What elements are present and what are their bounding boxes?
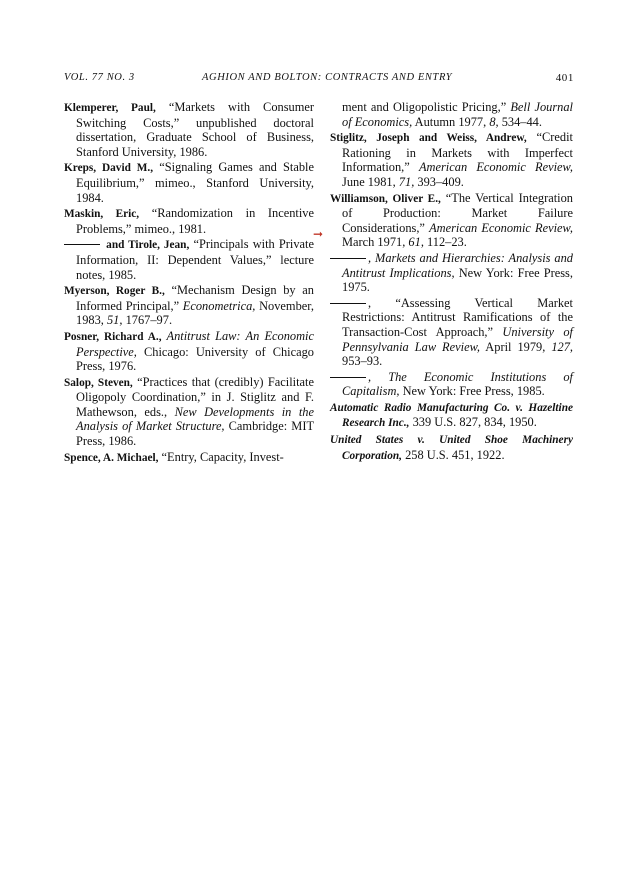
repeat-author-dash [64, 244, 100, 245]
volume-number: 51, [106, 313, 123, 328]
book-title: , Markets and Hierarchies: Analysis and Antitrust Implications, [342, 250, 573, 280]
reference-author: Spence, A. Michael, [64, 451, 159, 464]
reference-entry [330, 130, 573, 189]
reference-entry [64, 237, 314, 282]
volume-number: 61, [408, 235, 424, 250]
reference-text: “Principals with Private Information, II: Dependent Values,” lecture notes, 1985. [76, 237, 314, 282]
reference-text: 393–409. [414, 174, 464, 189]
reference-entry [330, 251, 573, 295]
reference-entry [64, 450, 314, 466]
book-title: Antitrust Law: An Economic Perspective, [76, 328, 314, 359]
reference-entry [64, 100, 314, 159]
reference-text: “Randomization in Incentive Problems,” mimeo., 1981. [76, 206, 315, 236]
reference-text: 953–93. [342, 354, 383, 369]
running-title: AGHION AND BOLTON: CONTRACTS AND ENTRY [202, 72, 453, 83]
page-number: 401 [555, 72, 574, 84]
reference-text: 339 U.S. 827, 834, 1950. [409, 415, 537, 430]
journal-name: University of Pennsylvania Law Review, [342, 324, 573, 354]
references-right-column [330, 100, 573, 464]
reference-entry [64, 283, 314, 328]
reference-entry [330, 296, 573, 369]
reference-entry [330, 191, 573, 250]
reference-text: 258 U.S. 451, 1922. [401, 447, 505, 462]
reference-text: “Signaling Games and Stable Equilibrium,” mimeo., Stanford University, 1984. [76, 160, 314, 205]
reference-text: Autumn 1977, [412, 114, 490, 129]
reference-text: Chicago: University of Chicago Press, 1976. [76, 344, 314, 374]
reference-text: “Credit Rationing in Markets with Imperfect Information,” [342, 130, 573, 175]
reference-text: “Practices that (credibly) Facilitate Oligopoly Coordination,” in J. Stiglitz and F. Mathewson, eds., [76, 374, 314, 419]
reference-author: Williamson, Oliver E., [330, 192, 441, 205]
reference-entry [330, 400, 573, 431]
reference-text: Cambridge: MIT Press, 1986. [76, 419, 315, 449]
journal-name: Bell Journal of Economics, [342, 100, 573, 129]
volume-number: 8, [489, 114, 499, 129]
reference-text: November, 1983, [76, 298, 314, 328]
reference-text: New York: Free Press, 1975. [342, 265, 573, 295]
running-header [64, 72, 574, 88]
reference-entry [64, 329, 314, 374]
reference-text: 112–23. [423, 235, 467, 250]
journal-name: Econometrica, [182, 298, 256, 313]
reference-text: New York: Free Press, 1985. [399, 384, 545, 399]
reference-entry [330, 370, 573, 399]
journal-name: American Economic Review, [418, 160, 573, 175]
book-title: , The Economic Institutions of Capitalism, [342, 369, 573, 399]
reference-author: Stiglitz, Joseph and Weiss, Andrew, [330, 132, 527, 145]
reference-text: “Mechanism Design by an Informed Principal,” [76, 283, 315, 313]
reference-entry [64, 206, 314, 236]
reference-author: Salop, Steven, [64, 376, 133, 389]
reference-text: “Markets with Consumer Switching Costs,” unpublished doctoral dissertation, Graduate School of Business, Stanford University, 1986. [76, 100, 314, 159]
reference-text: March 1971, [342, 235, 409, 250]
repeat-author-dash [330, 377, 366, 378]
book-title: New Developments in the Analysis of Market Structure, [76, 404, 314, 434]
reference-entry [330, 432, 573, 463]
reference-text: June 1981, [342, 174, 399, 189]
reference-entry-continued [330, 100, 573, 129]
reference-text: “The Vertical Integration of Production: Market Failure Considerations,” [342, 190, 574, 235]
volume-info: VOL. 77 NO. 3 [64, 72, 135, 83]
volume-number: 127, [551, 339, 573, 354]
reference-author: Klemperer, Paul, [64, 102, 156, 114]
journal-name: American Economic Review, [429, 220, 573, 235]
reference-text: , “Assessing Vertical Market Restrictions: Antitrust Ramifications of the Transaction-Cost Approach,” [342, 295, 573, 339]
reference-text: 1767–97. [122, 313, 173, 328]
reference-text: 534–44. [498, 114, 542, 129]
reference-author: Kreps, David M., [64, 162, 154, 175]
reference-author: Myerson, Roger B., [64, 285, 165, 298]
repeat-author-dash [330, 303, 366, 304]
reference-author: and Tirole, Jean, [106, 239, 190, 252]
reference-author: Posner, Richard A., [64, 330, 162, 343]
references-left-column [64, 100, 314, 466]
reference-text: April 1979, [480, 339, 552, 354]
volume-number: 71, [398, 174, 415, 189]
reference-text: ment and Oligopolistic Pricing,” [342, 100, 511, 114]
reference-text: “Entry, Capacity, Invest- [158, 449, 284, 464]
case-title: Automatic Radio Manufacturing Co. v. Hazeltine Research Inc., [330, 401, 573, 430]
reference-entry [64, 375, 314, 449]
arrow-icon: ➞ [313, 227, 324, 241]
reference-entry [64, 160, 314, 205]
reference-author: Maskin, Eric, [64, 208, 140, 221]
case-title: United States v. United Shoe Machinery Corporation, [330, 434, 573, 462]
repeat-author-dash [330, 258, 366, 259]
